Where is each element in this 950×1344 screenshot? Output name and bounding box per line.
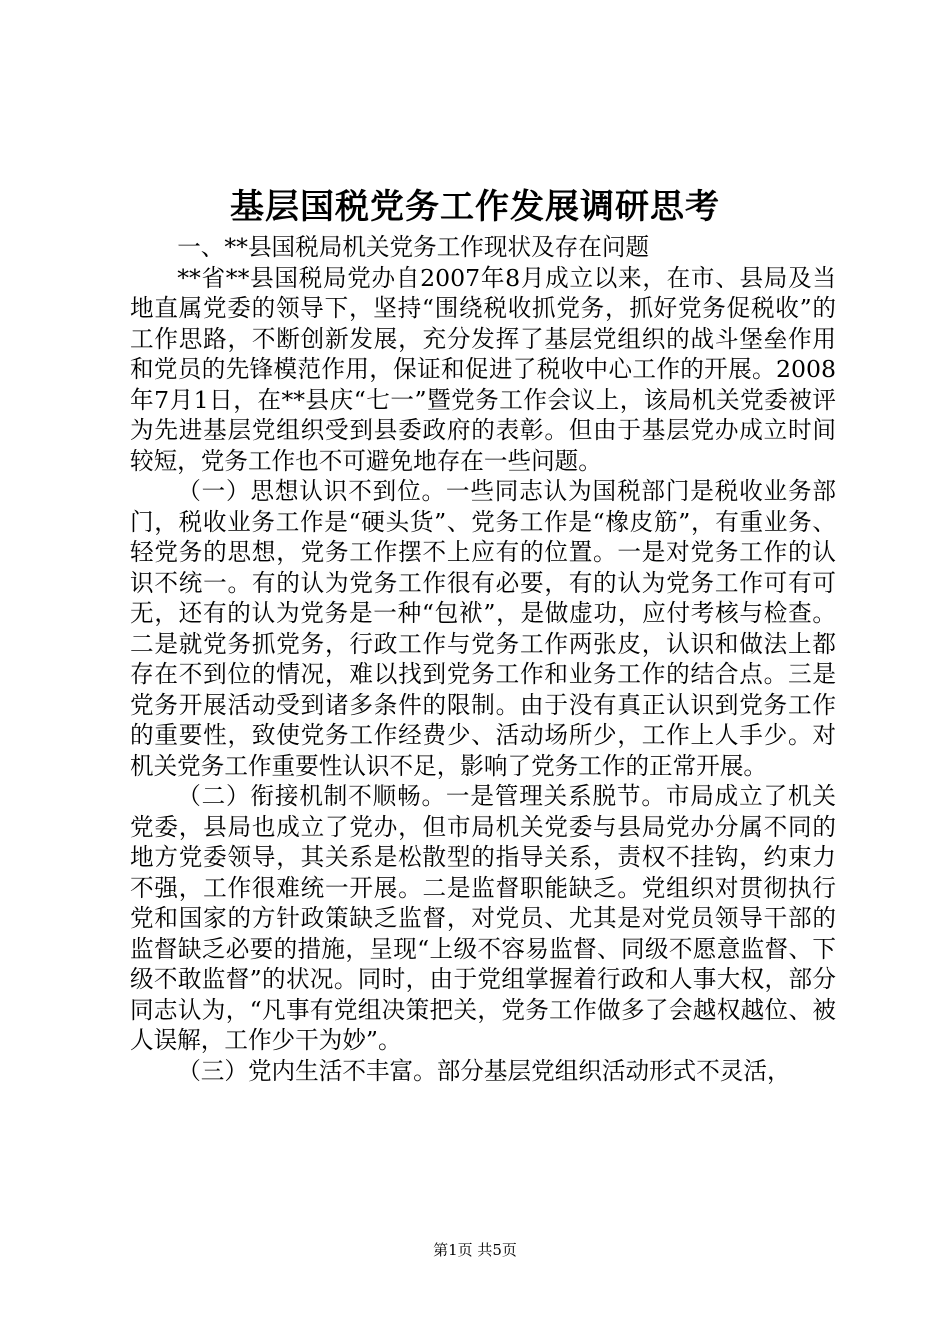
- paragraph-item-2: （二）衔接机制不顺畅。一是管理关系脱节。市局成立了机关党委，县局也成立了党办，但市局机关党委与县局党办分属不同的地方党委领导，其关系是松散型的指导关系，责权不挂钩，约束力不强，工作很难统一开展。二是监督职能缺乏。党组织对贯彻执行党和国家的方针政策缺乏监督，对党员、尤其是对党员领导干部的监督缺乏必要的措施，呈现“上级不容易监督、同级不愿意监督、下级不敢监督”的状况。同时，由于党组掌握着行政和人事大权，部分同志认为，“凡事有党组决策把关，党务工作做多了会越权越位、被人误解，工作少干为妙”。: [130, 782, 836, 1054]
- document-title: 基层国税党务工作发展调研思考: [230, 187, 720, 227]
- paragraph-item-3: （三）党内生活不丰富。部分基层党组织活动形式不灵活，: [177, 1056, 791, 1085]
- paragraph-item-1: （一）思想认识不到位。一些同志认为国税部门是税收业务部门，税收业务工作是“硬头货”、党务工作是“橡皮筋”，有重业务、轻党务的思想，党务工作摆不上应有的位置。一是对党务工作的认识不统一。有的认为党务工作很有必要，有的认为党务工作可有可无，还有的认为党务是一种“包袱”，是做虚功，应付考核与检查。二是就党务抓党务，行政工作与党务工作两张皮，认识和做法上都存在不到位的情况，难以找到党务工作和业务工作的结合点。三是党务开展活动受到诸多条件的限制。由于没有真正认识到党务工作的重要性，致使党务工作经费少、活动场所少，工作上人手少。对机关党务工作重要性认识不足，影响了党务工作的正常开展。: [130, 477, 836, 780]
- page-footer: 第1页 共5页: [433, 1241, 517, 1259]
- document-body: [130, 232, 836, 1086]
- paragraph-intro: **省**县国税局党办自2007年8月成立以来，在市、县局及当地直属党委的领导下，坚持“围绕税收抓党务，抓好党务促税收”的工作思路，不断创新发展，充分发挥了基层党组织的战斗堡垒作用和党员的先锋模范作用，保证和促进了税收中心工作的开展。2008年7月1日，在**县庆“七一”暨党务工作会议上，该局机关党委被评为先进基层党组织受到县委政府的表彰。但由于基层党办成立时间较短，党务工作也不可避免地存在一些问题。: [130, 263, 836, 475]
- section-heading: 一、**县国税局机关党务工作现状及存在问题: [177, 233, 650, 261]
